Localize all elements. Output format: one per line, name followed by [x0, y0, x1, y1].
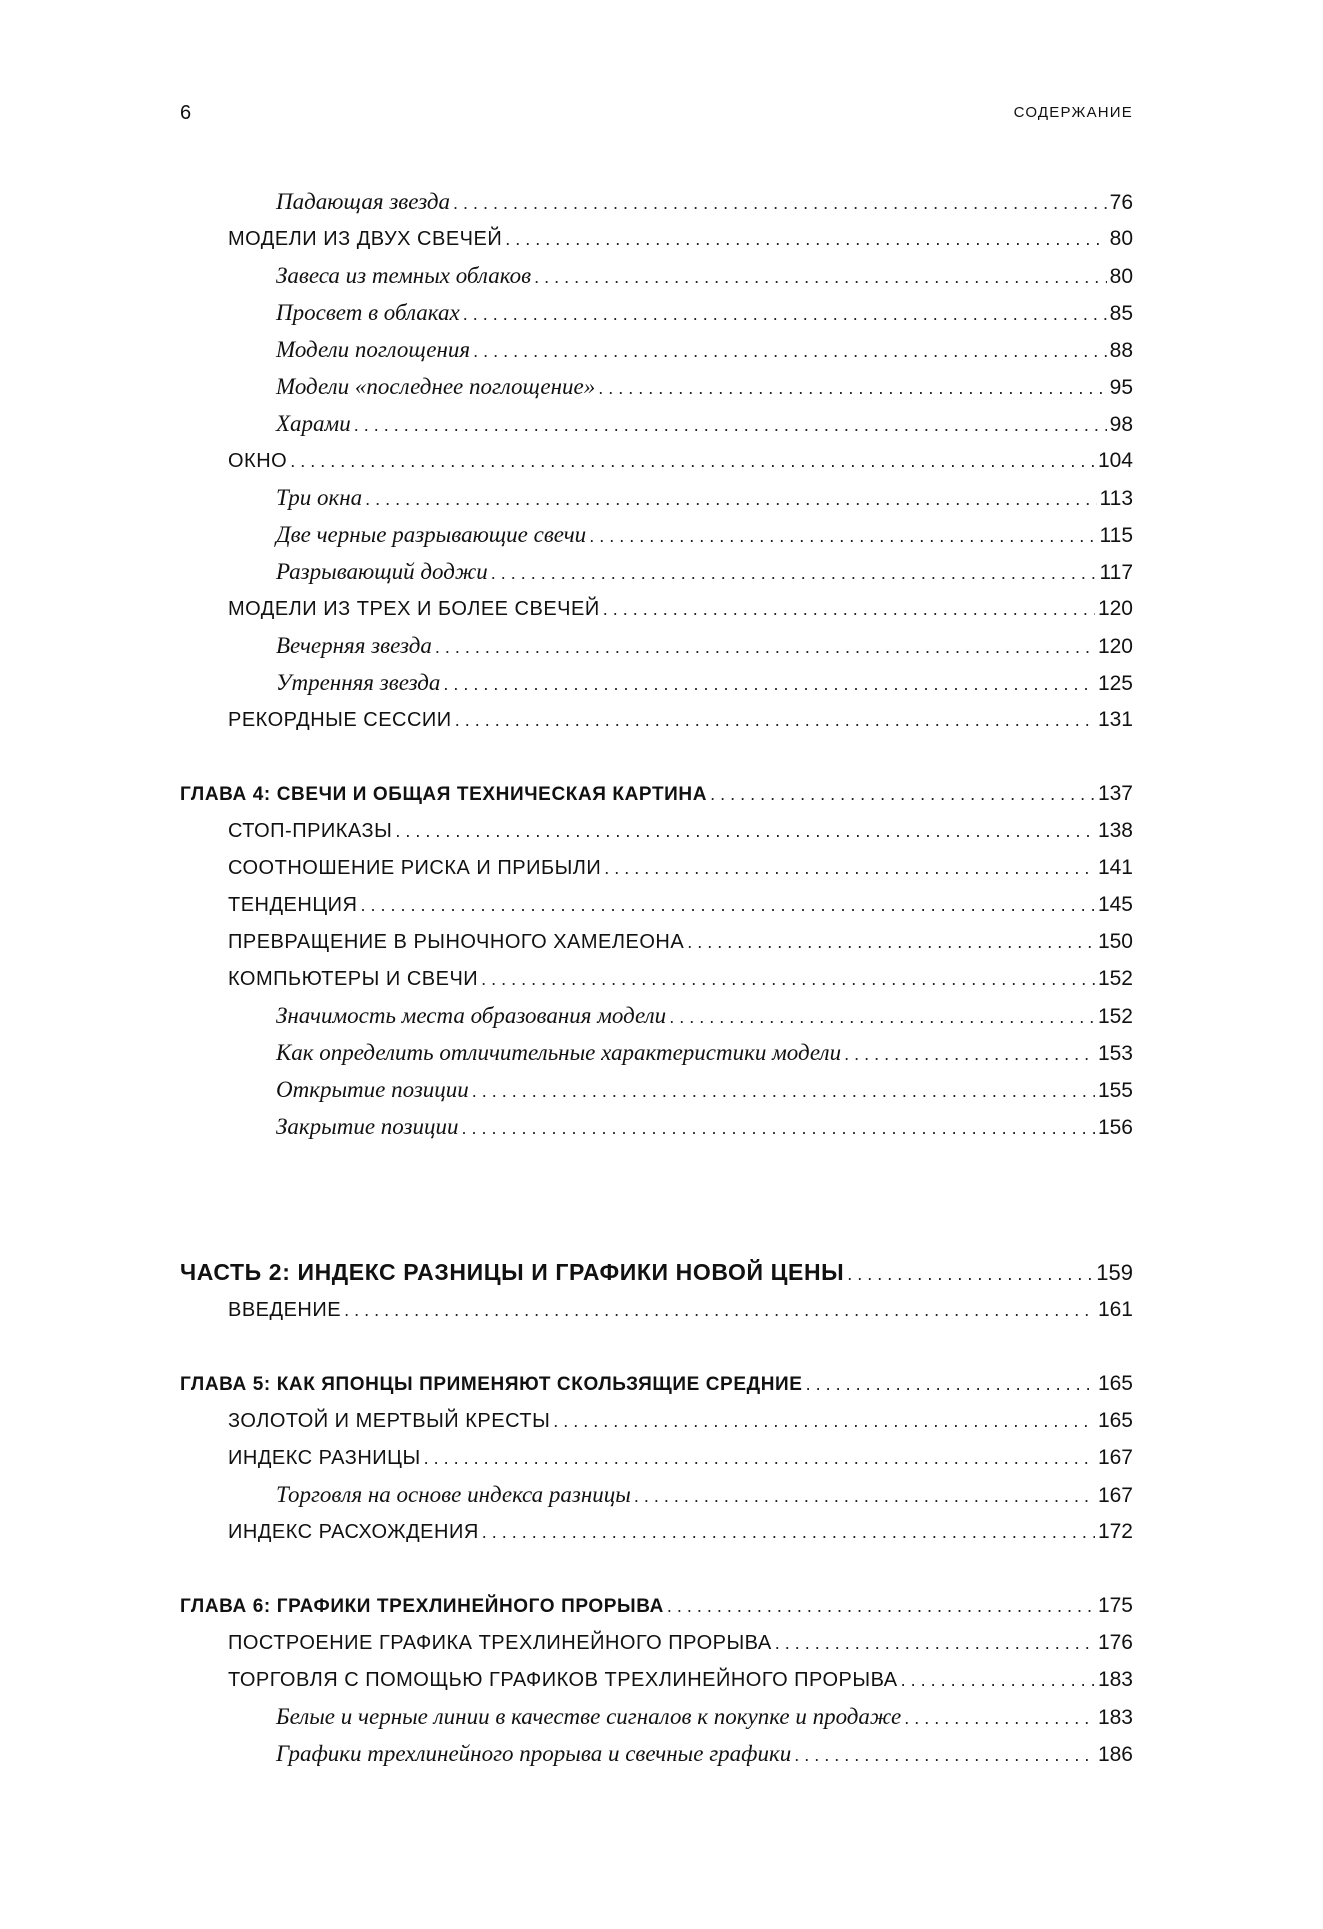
toc-entry-sub — [180, 812, 1133, 849]
toc-entry-page: 161 — [1097, 1298, 1133, 1321]
toc-entry-part — [180, 1254, 1133, 1291]
toc-entry-page: 131 — [1097, 708, 1133, 731]
toc-entry-title: Значимость места образования модели — [276, 1003, 667, 1028]
toc-entry-sub — [180, 1439, 1133, 1476]
toc-entry-title: МОДЕЛИ ИЗ ТРЕХ И БОЛЕЕ СВЕЧЕЙ — [228, 598, 600, 620]
dot-leader — [669, 999, 1095, 1036]
toc-entry-page: 167 — [1097, 1446, 1133, 1469]
toc-entry-title: СТОП-ПРИКАЗЫ — [228, 820, 393, 842]
dot-leader — [455, 702, 1095, 739]
toc-entry-title: Вечерняя звезда — [276, 633, 432, 658]
toc-entry-page: 113 — [1099, 487, 1133, 510]
toc-entry-subsub — [180, 1108, 1133, 1145]
dot-leader — [806, 1366, 1095, 1403]
toc-entry-sub — [180, 701, 1133, 738]
toc-entry-page: 175 — [1097, 1594, 1133, 1617]
toc-entry-sub — [180, 923, 1133, 960]
toc-entry-title: Как определить отличительные характеристики модели — [276, 1040, 842, 1065]
toc-entry-page: 138 — [1097, 819, 1133, 842]
toc-entry-page: 76 — [1109, 191, 1133, 214]
toc-entry-page: 156 — [1097, 1116, 1133, 1139]
dot-leader — [463, 296, 1107, 333]
toc-entry-chapter — [180, 1587, 1133, 1624]
dot-leader — [344, 1292, 1095, 1329]
toc-entry-title: ПРЕВРАЩЕНИЕ В РЫНОЧНОГО ХАМЕЛЕОНА — [228, 931, 685, 953]
toc-entry-sub — [180, 220, 1133, 257]
toc-entry-sub — [180, 1513, 1133, 1550]
toc-entry-title: Модели «последнее поглощение» — [276, 374, 596, 399]
toc-entry-page: 176 — [1097, 1631, 1133, 1654]
toc-entry-page: 153 — [1097, 1042, 1133, 1065]
dot-leader — [290, 443, 1095, 480]
toc-entry-subsub — [180, 331, 1133, 368]
toc-entry-subsub — [180, 183, 1133, 220]
toc-entry-title: Белые и черные линии в качестве сигналов к покупке и продаже — [276, 1704, 902, 1729]
toc-entry-subsub — [180, 479, 1133, 516]
dot-leader — [473, 333, 1107, 370]
dot-leader — [354, 407, 1107, 444]
dot-leader — [904, 1700, 1095, 1737]
dot-leader — [794, 1737, 1095, 1774]
toc-entry-title: КОМПЬЮТЕРЫ И СВЕЧИ — [228, 968, 479, 990]
dot-leader — [847, 1256, 1093, 1293]
toc-entry-subsub — [180, 1476, 1133, 1513]
toc-entry-subsub — [180, 294, 1133, 331]
dot-leader — [491, 555, 1097, 592]
toc-entry-page: 152 — [1097, 1005, 1133, 1028]
dot-leader — [435, 629, 1095, 666]
toc-entry-sub — [180, 1624, 1133, 1661]
dot-leader — [360, 887, 1095, 924]
toc-entry-title: ИНДЕКС РАСХОЖДЕНИЯ — [228, 1521, 479, 1543]
toc-entry-subsub — [180, 553, 1133, 590]
toc-entry-page: 125 — [1097, 672, 1133, 695]
toc-entry-title: Завеса из темных облаков — [276, 263, 532, 288]
toc-entry-title: Падающая звезда — [276, 189, 451, 214]
toc-entry-title: ПОСТРОЕНИЕ ГРАФИКА ТРЕХЛИНЕЙНОГО ПРОРЫВА — [228, 1632, 772, 1654]
toc-entry-title: Графики трехлинейного прорыва и свечные графики — [276, 1741, 792, 1766]
dot-leader — [553, 1403, 1095, 1440]
toc-entry-page: 167 — [1097, 1484, 1133, 1507]
dot-leader — [482, 1514, 1095, 1551]
toc-entry-page: 155 — [1097, 1079, 1133, 1102]
toc-entry-page: 186 — [1097, 1743, 1133, 1766]
toc-entry-title: Закрытие позиции — [276, 1114, 459, 1139]
toc-entry-page: 104 — [1097, 449, 1133, 472]
toc-entry-sub — [180, 1661, 1133, 1698]
toc-entry-chapter — [180, 1365, 1133, 1402]
dot-leader — [481, 961, 1095, 998]
toc-entry-sub — [180, 590, 1133, 627]
toc-entry-page: 183 — [1097, 1668, 1133, 1691]
toc-entry-subsub — [180, 368, 1133, 405]
dot-leader — [775, 1625, 1095, 1662]
toc-entry-page: 183 — [1097, 1706, 1133, 1729]
toc-entry-page: 85 — [1109, 302, 1133, 325]
dot-leader — [461, 1110, 1094, 1147]
toc-entry-page: 165 — [1097, 1409, 1133, 1432]
dot-leader — [443, 666, 1095, 703]
dot-leader — [472, 1073, 1095, 1110]
toc-entry-subsub — [180, 405, 1133, 442]
toc-entry-title: Модели поглощения — [276, 337, 471, 362]
toc-entry-page: 80 — [1109, 265, 1133, 288]
toc-entry-page: 120 — [1097, 597, 1133, 620]
dot-leader — [604, 850, 1095, 887]
toc-entry-title: ВВЕДЕНИЕ — [228, 1299, 342, 1321]
dot-leader — [901, 1662, 1095, 1699]
toc-entry-title: ОКНО — [228, 450, 288, 472]
toc-entry-sub — [180, 1402, 1133, 1439]
toc-entry-title: Разрывающий доджи — [276, 559, 488, 584]
toc-entry-subsub — [180, 1735, 1133, 1772]
toc-entry-sub — [180, 960, 1133, 997]
toc-entry-subsub — [180, 1071, 1133, 1108]
toc-entry-subsub — [180, 516, 1133, 553]
toc-entry-chapter — [180, 775, 1133, 812]
dot-leader — [634, 1478, 1095, 1515]
toc-entry-page: 120 — [1097, 635, 1133, 658]
dot-leader — [710, 776, 1095, 813]
toc-entry-title: Утренняя звезда — [276, 670, 441, 695]
toc-entry-page: 137 — [1097, 782, 1133, 805]
toc-entry-page: 115 — [1099, 524, 1133, 547]
toc-entry-page: 172 — [1097, 1520, 1133, 1543]
dot-leader — [844, 1036, 1095, 1073]
toc-entry-title: МОДЕЛИ ИЗ ДВУХ СВЕЧЕЙ — [228, 228, 503, 250]
toc-entry-page: 88 — [1109, 339, 1133, 362]
toc-entry-title: Просвет в облаках — [276, 300, 460, 325]
toc-entry-title: ГЛАВА 5: КАК ЯПОНЦЫ ПРИМЕНЯЮТ СКОЛЬЗЯЩИЕ СРЕДНИЕ — [180, 1374, 803, 1395]
toc-entry-subsub — [180, 1698, 1133, 1735]
toc-entry-page: 159 — [1096, 1260, 1133, 1285]
dot-leader — [395, 813, 1095, 850]
toc-entry-sub — [180, 442, 1133, 479]
toc-entry-subsub — [180, 627, 1133, 664]
toc-entry-page: 95 — [1109, 376, 1133, 399]
running-head: СОДЕРЖАНИЕ — [1013, 104, 1133, 121]
toc-entry-title: СООТНОШЕНИЕ РИСКА И ПРИБЫЛИ — [228, 857, 602, 879]
toc-entry-title: ГЛАВА 6: ГРАФИКИ ТРЕХЛИНЕЙНОГО ПРОРЫВА — [180, 1596, 664, 1617]
toc-entry-title: Три окна — [276, 485, 363, 510]
toc-entry-subsub — [180, 257, 1133, 294]
toc-entry-title: Торговля на основе индекса разницы — [276, 1482, 631, 1507]
toc-entry-subsub — [180, 1034, 1133, 1071]
toc-entry-page: 117 — [1099, 561, 1133, 584]
dot-leader — [667, 1588, 1095, 1625]
toc-entry-title: ЧАСТЬ 2: ИНДЕКС РАЗНИЦЫ И ГРАФИКИ НОВОЙ ЦЕНЫ — [180, 1259, 845, 1285]
toc-entry-sub — [180, 886, 1133, 923]
page-number: 6 — [180, 102, 192, 124]
toc-entry-subsub — [180, 997, 1133, 1034]
toc-entry-title: Харами — [276, 411, 351, 436]
toc-entry-title: Открытие позиции — [276, 1077, 469, 1102]
toc-entry-subsub — [180, 664, 1133, 701]
dot-leader — [505, 221, 1106, 258]
toc-entry-title: РЕКОРДНЫЕ СЕССИИ — [228, 709, 452, 731]
dot-leader — [603, 591, 1095, 628]
toc-entry-page: 98 — [1109, 413, 1133, 436]
toc-entry-page: 141 — [1097, 856, 1133, 879]
toc-entry-sub — [180, 849, 1133, 886]
toc-entry-title: ТОРГОВЛЯ С ПОМОЩЬЮ ГРАФИКОВ ТРЕХЛИНЕЙНОГО ПРОРЫВА — [228, 1669, 898, 1691]
toc-entry-page: 152 — [1097, 967, 1133, 990]
toc-entry-page: 80 — [1109, 227, 1133, 250]
toc-entry-title: ГЛАВА 4: СВЕЧИ И ОБЩАЯ ТЕХНИЧЕСКАЯ КАРТИНА — [180, 784, 708, 805]
toc-entry-page: 145 — [1097, 893, 1133, 916]
dot-leader — [534, 259, 1107, 296]
toc-entry-title: ТЕНДЕНЦИЯ — [228, 894, 358, 916]
toc-entry-page: 165 — [1097, 1372, 1133, 1395]
dot-leader — [424, 1440, 1095, 1477]
toc-entry-sub — [180, 1291, 1133, 1328]
dot-leader — [598, 370, 1106, 407]
dot-leader — [365, 481, 1096, 518]
dot-leader — [453, 185, 1107, 222]
dot-leader — [589, 518, 1096, 555]
dot-leader — [687, 924, 1095, 961]
toc-entry-title: ИНДЕКС РАЗНИЦЫ — [228, 1447, 421, 1469]
toc-entry-title: ЗОЛОТОЙ И МЕРТВЫЙ КРЕСТЫ — [228, 1410, 551, 1432]
toc-entry-page: 150 — [1097, 930, 1133, 953]
toc-entry-title: Две черные разрывающие свечи — [276, 522, 587, 547]
